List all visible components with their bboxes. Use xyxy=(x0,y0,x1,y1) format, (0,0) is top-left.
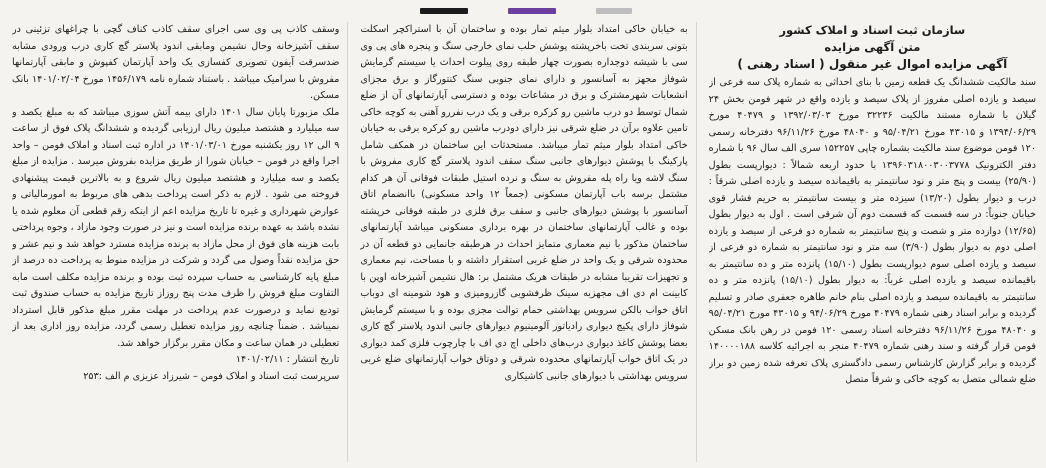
column-3-body: وسقف کاذب پی وی سی اجرای سقف کاذب کناف گچی با چراغهای تزئینی در سقف آشپزخانه وحال نشیمن ومابقی اندود پلاستر گچ کاری درب ورودی مشابه ضدسرقت آیفون تصویری کفسازی یک واحد آپارتمان کفپوش و مابقی آپارتمانها مفروش با سرامیک میباشد . باستناد شماره نامه ۱۴۵۶/۱۷۹ مورخ ۱۴۰۱/۰۲/۰۴ بانک مسکن. xyxy=(12,24,340,101)
column-2-body: به خیابان خاکی امتداد بلوار میثم تمار بوده و ساختمان آن با استراکچر اسکلت بتونی سربندی تخت باخرپشته پوشش حلب نمای خارجی سنگ و پنجره های پی وی سی با شیشه دوجداره بصورت چهار طبقه روی پیلوت احداث یا سیستم گرمایش شوفاژ مجهز به آسانسور و دارای نمای جنوبی سنگ کنتورگاز و برق مجزای انشعابات شهرمشترک و برق در مشاعات بوده و دسترسی آپارتمانهای آن از ضلع شمال توسط دو درب ماشین رو کرکره برقی و یک درب نفررو آهنی به کوچه خاکی تامین علاوه برآن در ضلع شرقی نیز دارای دودرب ماشین رو کرکره برقی به خیابان خاکی امتداد بلوار میثم تمار میباشد. مستحدثات این ساختمان در همکف شامل پارکینگ با پوشش دیوارهای جانبی سنگ سقف اندود پلاستر گچ کاری مفروش با سنگ لاشه ویا راه پله مفروش به سنگ و نرده استیل طبقات فوقانی آن هر کدام مشتمل برسه باب آپارتمان مسکونی (جمعاً ۱۲ واحد مسکونی) باانضمام اتاق آسانسور با پوشش دیوارهای جانبی و سقف برق فلزی در طبقه فوقانی خرپشته بوده و غالب آپارتمانهای ساختمان در بهره برداری مسکونی میباشد آپارتمانهای ساختمان مذکور با نیم معماری متمایز احداث در هرطبقه جانمایی دو قطعه آن در محدوده شرقی و یک واحد در ضلع غربی استقرار داشته و با مساحت، نیم معماری و تجهیزات تقریبا مشابه در طبقات هریک مشتمل بر: هال نشیمن آشپزخانه اوپن با کابینت ام دی اف مجهزبه سینک ظرفشویی گازرومیزی و هود شومینه ای دوباب اتاق خواب بالکن سرویس بهداشتی حمام توالت مجزی بوده و با سیستم گرمایش شوفاژ دارای پکیج دیواری رادیاتور آلومینیوم دیوارهای جانبی اندود پلاستر گچ کاری بعضا پوشش کاغذ دیواری درب‌های داخلی اچ دی اف با چارچوب فلزی کمد دیواری در یک اتاق خواب آپارتمانهای محدوده شرقی و دوتاق خواب آپارتمانهای ضلع غربی سرویس بهداشتی با دیوارهای جانبی کاشیکاری xyxy=(360,24,688,382)
notice-title: آگهی مزایده اموال غیر منقول ( اسناد رهنی ) xyxy=(737,57,1008,71)
publish-date: تاریخ انتشار : ۱۴۰۱/۰۲/۱۱ xyxy=(235,354,340,365)
notice-type: متن آگهی مزایده xyxy=(824,40,921,54)
column-3 xyxy=(12,22,348,462)
signature: سرپرست ثبت اسناد و املاک فومن – شیرزاد عزیزی م الف :۲۵۳ xyxy=(83,370,340,382)
purple-bar xyxy=(508,8,556,14)
column-1 xyxy=(709,22,1036,462)
column-1-body: سند مالکیت ششدانگ یک قطعه زمین با بنای احداثی به شماره پلاک سه فرعی از سیصد و یازده اصلی مفروز از پلاک سیصد و یازده واقع در شهر فومن بخش ۲۴ گیلان با شماره مستند مالکیت ۳۲۲۳۶ مورخ ۱۳۹۲/۰۳/۰۳ و ۴۰۴۷۹ مورخ ۱۳۹۴/۰۶/۲۹ و ۴۳۰۱۵ مورخ ۹۵/۰۴/۲۱ و ۴۸۰۴۰ مورخ ۹۶/۱۱/۲۶ دفترخانه رسمی ۱۲۰ فومن موضوع سند مالکیت بشماره چاپی ۱۵۲۲۵۷ سری الف سال ۹۶ با شماره دفتر الکترونیک ۱۳۹۶۰۳۱۸۰۰۳۰۰۳۷۷۸ با حدود اربعه شمالاً : دیوارپست بطول (۲۵/۹۰) بیست و پنج متر و نود سانتیمتر به باقیمانده سیصد و یازده اصلی شرقاً : درب و دیوار بطول (۱۳/۲۰) سیزده متر و بیست سانتیمتر به حریم فشار قوی خیابان جنوباً: در سه قسمت که قسمت دوم آن شرقی است . اول به دیوار بطول (۱۲/۶۵) دوازده متر و شصت و پنج سانتیمتر به شماره دو فرعی از سیصد و یازده اصلی دوم به دیوار بطول (۳/۹۰) سه متر و نود سانتیمتر به شماره دو فرعی از سیصد و یازده اصلی سوم دیوارپست بطول (۱۵/۱۰) پانزده متر و ده سانتیمتر به باقیمانده سیصد و یازده اصلی غرباً: به دیوار بطول (۱۵/۱۰) پانزده متر و ده سانتیمتر به باقیمانده سیصد و یازده اصلی بنام خانم طاهره جعفری صادر و تسلیم گردیده و برابر اسناد رهنی شماره ۴۰۴۷۹ مورخ ۹۴/۰۶/۲۹ و ۴۳۰۱۵ مورخ ۹۵/۰۴/۲۱ و ۴۸۰۴۰ مورخ ۹۶/۱۱/۲۶ دفترخانه اسناد رسمی ۱۲۰ فومن در رهن بانک مسکن فومن قرار گرفته و سند رهنی شماره ۴۰۴۷۹ منجر به اجرائیه کلاسه ۱۴۰۰۰۰۱۸۸ گردیده و برابر گزارش کارشناس رسمی دادگستری پلاک تعرفه شده زمین دو براز ضلع شمالی متصل به کوچه خاکی و شرقاً متصل xyxy=(708,77,1036,385)
black-bar xyxy=(420,8,468,14)
column-2 xyxy=(360,22,696,462)
notice-page xyxy=(12,22,1036,462)
header-color-bars xyxy=(0,8,1046,14)
organization-title: سازمان ثبت اسناد و املاک کشور xyxy=(779,23,966,37)
column-3-body-2: ملک مزبورتا پایان سال ۱۴۰۱ دارای بیمه آتش سوزی میباشد که به مبلغ یکصد و سه میلیارد و هشتصد میلیون ریال ارزیابی گردیده و ششدانگ پلاک فوق از ساعت ۹ الی ۱۲ روز یکشنبه مورخ ۱۴۰۱/۰۳/۰۱ در اداره ثبت اسناد و املاک فومن – واحد اجرا واقع در فومن – خیابان شورا از طریق مزایده بفروش میرسد . مزایده از مبلغ یکصد و سه میلیارد و هشتصد میلیون ریال شروع و به بالاترین قیمت پیشنهادی فروخته می شود . لازم به ذکر است پرداخت بدهی های مربوط به امورمالیاتی و عوارض شهرداری و غیره تا تاریخ مزایده اعم از اینکه رقم قطعی آن معلوم شده یا نشده باشد به عهده برنده مزایده است و نیز در صورت وجود مازاد ، وجوه پرداختی بابت هزینه های فوق از محل مازاد به برنده مزایده مسترد خواهد شد و نیم عشر و حق مزایده نقداً وصول می گردد و شرکت در مزایده منوط به پرداخت ده درصد از مبلغ پایه کارشناسی به حساب سپرده ثبت بوده و برنده مزایده مکلف است مابه التفاوت مبلغ فروش را ظرف مدت پنج روزاز تاریخ مزایده به حساب صندوق ثبت تودیع نماید و درصورت عدم پرداخت در مهلت مقرر مبلغ مذکور قابل استرداد نمیباشد . ضمناً چنانچه روز مزایده تعطیل رسمی گردد، مزایده روز اداری بعد از تعطیلی در همان ساعت و مکان مقرر برگزار خواهد شد. xyxy=(12,106,340,349)
gray-bar xyxy=(596,8,632,14)
